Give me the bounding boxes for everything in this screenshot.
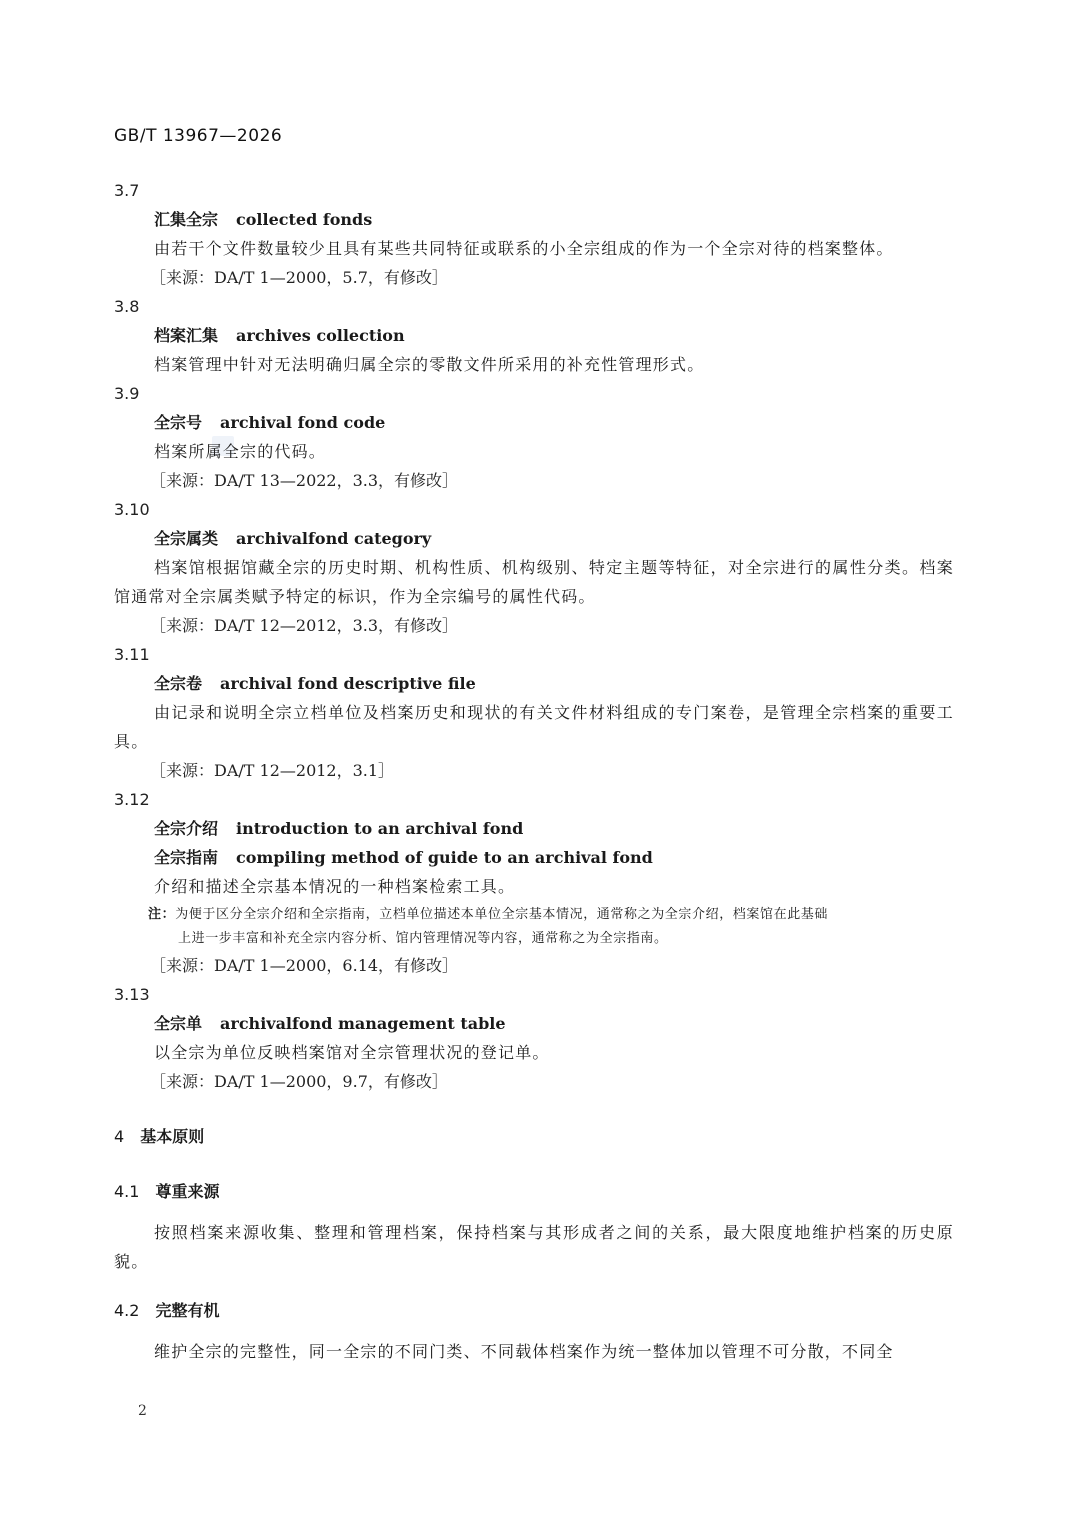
term-line	[114, 669, 954, 698]
subsection-number: 4.2	[114, 1301, 140, 1320]
term-english: archives collection	[236, 326, 405, 345]
term-english: collected fonds	[236, 210, 373, 229]
term-chinese: 全宗介绍	[154, 819, 219, 838]
clause-number: 3.12	[114, 790, 150, 809]
subsection-title: 完整有机	[155, 1301, 220, 1320]
subsection-title: 尊重来源	[155, 1182, 220, 1201]
document-body	[114, 176, 954, 1366]
term-chinese: 全宗属类	[154, 529, 219, 548]
section-heading	[114, 1122, 954, 1151]
term-entry	[114, 176, 954, 292]
term-definition: 档案所属全宗的代码。	[154, 442, 327, 461]
term-chinese: 全宗指南	[154, 848, 219, 867]
subsection-heading	[114, 1296, 954, 1325]
term-entry	[114, 379, 954, 495]
term-source: ［来源：DA/T 1—2000，6.14，有修改］	[150, 956, 459, 975]
term-definition: 由若干个文件数量较少且具有某些共同特征或联系的小全宗组成的作为一个全宗对待的档案整体。	[154, 239, 894, 258]
term-note	[114, 901, 954, 951]
term-entry	[114, 980, 954, 1096]
term-chinese: 全宗卷	[154, 674, 203, 693]
term-definition: 档案管理中针对无法明确归属全宗的零散文件所采用的补充性管理形式。	[154, 355, 705, 374]
clause-number: 3.11	[114, 645, 150, 664]
term-line	[114, 205, 954, 234]
clause-number: 3.7	[114, 181, 140, 200]
note-label: 注：	[148, 907, 176, 922]
term-english: archivalfond management table	[220, 1014, 506, 1033]
term-english: archival fond descriptive file	[220, 674, 476, 693]
term-entry	[114, 640, 954, 785]
term-line	[114, 1009, 954, 1038]
term-entry	[114, 292, 954, 379]
section-number: 4	[114, 1127, 125, 1146]
term-chinese: 全宗号	[154, 413, 203, 432]
term-source: ［来源：DA/T 13—2022，3.3，有修改］	[150, 471, 459, 490]
term-chinese: 汇集全宗	[154, 210, 219, 229]
term-chinese: 档案汇集	[154, 326, 219, 345]
page-number: 2	[138, 1403, 147, 1419]
section-title: 基本原则	[140, 1127, 205, 1146]
subsection-text: 按照档案来源收集、整理和管理档案，保持档案与其形成者之间的关系，最大限度地维护档案的历史原貌。	[114, 1223, 954, 1271]
term-definition: 介绍和描述全宗基本情况的一种档案检索工具。	[154, 877, 516, 896]
term-definition: 由记录和说明全宗立档单位及档案历史和现状的有关文件材料组成的专门案卷，是管理全宗档案的重要工具。	[114, 703, 954, 751]
term-english: archivalfond category	[236, 529, 432, 548]
term-chinese: 全宗单	[154, 1014, 203, 1033]
term-english: archival fond code	[220, 413, 386, 432]
clause-number: 3.8	[114, 297, 140, 316]
term-line	[114, 408, 954, 437]
term-line	[114, 814, 954, 843]
term-english: introduction to an archival fond	[236, 819, 524, 838]
subsection-number: 4.1	[114, 1182, 140, 1201]
term-definition: 档案馆根据馆藏全宗的历史时期、机构性质、机构级别、特定主题等特征，对全宗进行的属性分类。档案馆通常对全宗属类赋予特定的标识，作为全宗编号的属性代码。	[114, 558, 954, 606]
clause-number: 3.9	[114, 384, 140, 403]
term-english: compiling method of guide to an archival fond	[236, 848, 653, 867]
note-line-2: 上进一步丰富和补充全宗内容分析、馆内管理情况等内容，通常称之为全宗指南。	[178, 931, 668, 946]
term-entry	[114, 785, 954, 980]
term-entry	[114, 495, 954, 640]
term-line-alt	[114, 843, 954, 872]
term-source: ［来源：DA/T 12—2012，3.3，有修改］	[150, 616, 459, 635]
clause-number: 3.10	[114, 500, 150, 519]
term-definition: 以全宗为单位反映档案馆对全宗管理状况的登记单。	[154, 1043, 550, 1062]
clause-number: 3.13	[114, 985, 150, 1004]
subsection-heading	[114, 1177, 954, 1206]
term-source: ［来源：DA/T 12—2012，3.1］	[150, 761, 395, 780]
term-line	[114, 524, 954, 553]
term-source: ［来源：DA/T 1—2000，9.7，有修改］	[150, 1072, 448, 1091]
term-line	[114, 321, 954, 350]
subsection-text: 维护全宗的完整性，同一全宗的不同门类、不同载体档案作为统一整体加以管理不可分散，不同全	[154, 1342, 894, 1361]
note-line-1: 为便于区分全宗介绍和全宗指南，立档单位描述本单位全宗基本情况，通常称之为全宗介绍，档案馆在此基础	[175, 907, 829, 922]
standard-code-header: GB/T 13967—2026	[114, 126, 283, 146]
term-source: ［来源：DA/T 1—2000，5.7，有修改］	[150, 268, 448, 287]
